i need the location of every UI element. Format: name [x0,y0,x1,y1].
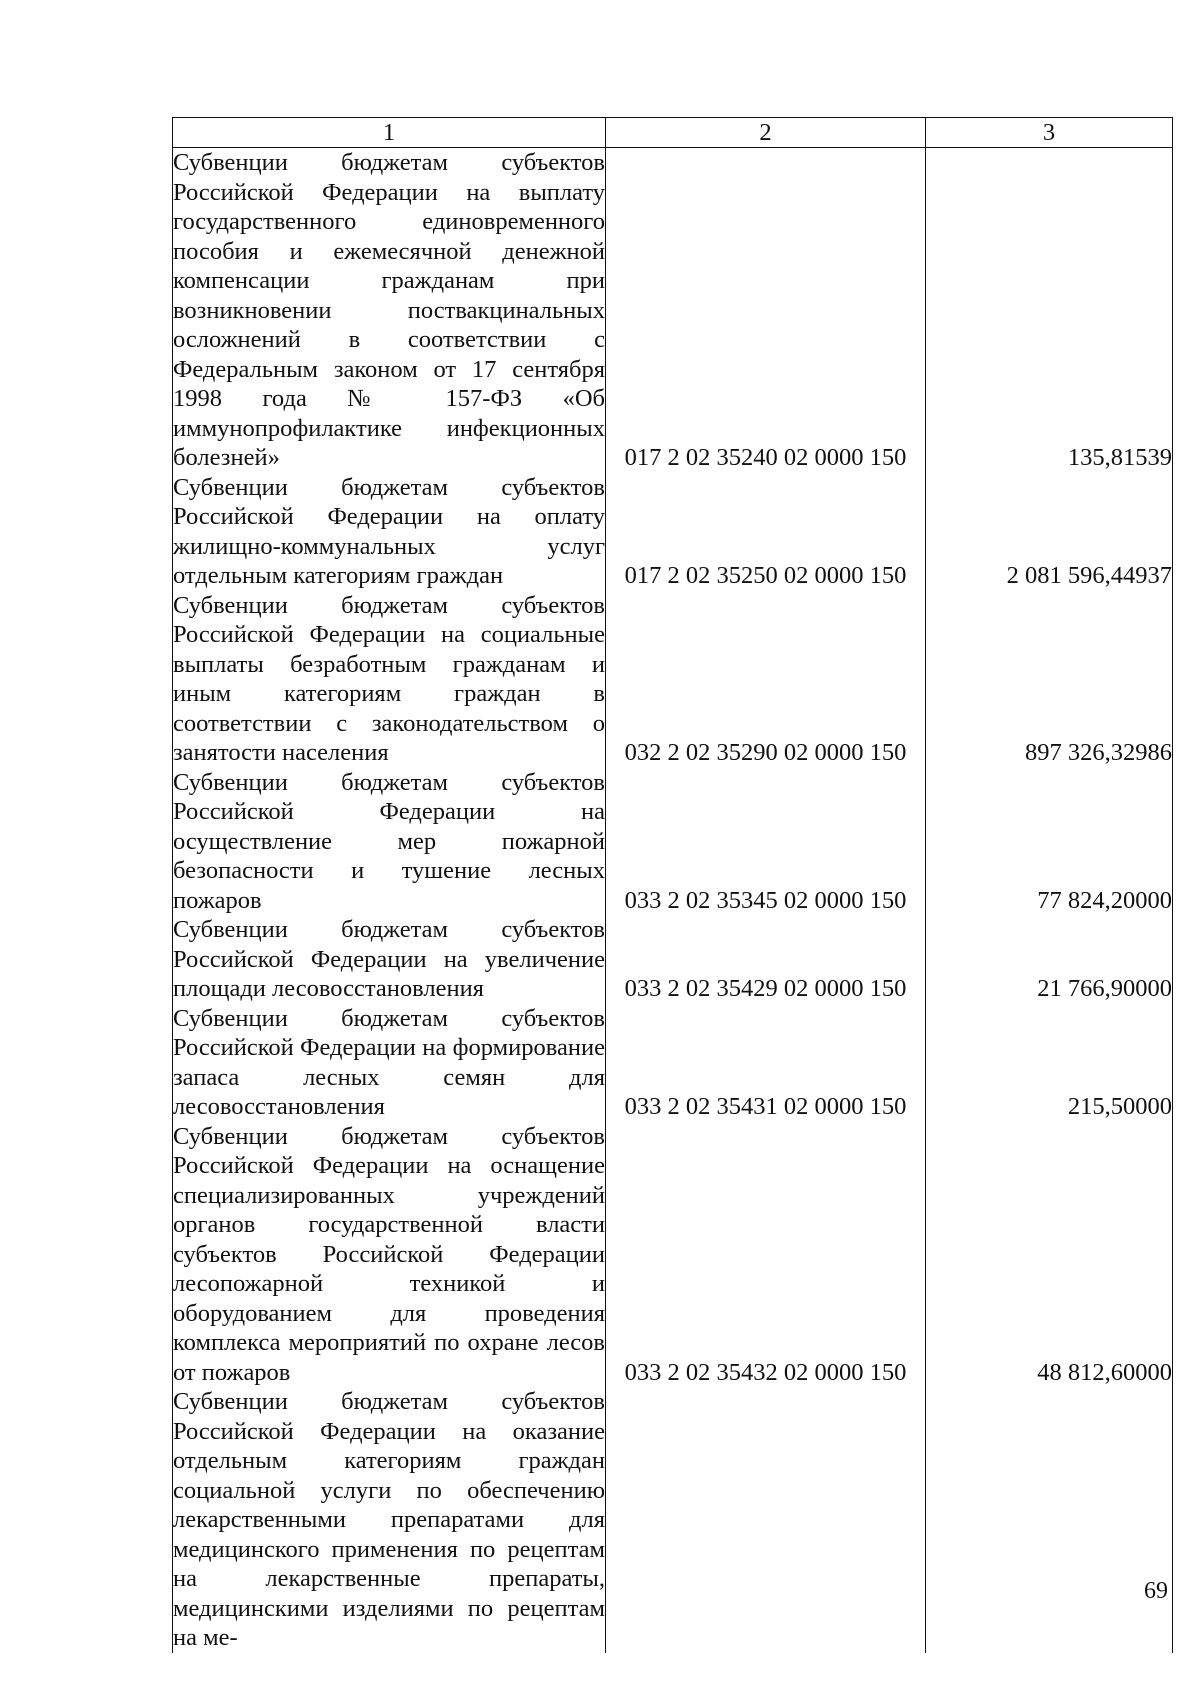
row-description: Субвенции бюджетам субъектов Российской Федерации на увеличение площади лесовосстановления [173,916,605,1002]
table-row [173,148,1173,473]
row-code: 017 2 02 35250 02 0000 150 [606,473,926,591]
column-header-1: 1 [173,118,606,148]
table-row [173,1004,1173,1122]
row-amount: 215,50000 [926,1004,1173,1122]
row-amount: 897 326,32986 [926,591,1173,768]
row-code: 033 2 02 35429 02 0000 150 [606,915,926,1004]
row-description: Субвенции бюджетам субъектов Российской Федерации на осуществление мер пожарной безопасности и тушение лесных пожаров [173,768,605,914]
column-header-3: 3 [926,118,1173,148]
header-row [173,118,1173,148]
row-amount: 77 824,20000 [926,768,1173,916]
table-row [173,1387,1173,1653]
row-code: 017 2 02 35240 02 0000 150 [606,148,926,473]
table-header [173,118,1173,148]
table-row [173,1122,1173,1388]
row-code: 033 2 02 35431 02 0000 150 [606,1004,926,1122]
row-amount: 21 766,90000 [926,915,1173,1004]
row-amount: 48 812,60000 [926,1122,1173,1388]
table-body [173,148,1173,1653]
row-description: Субвенции бюджетам субъектов Российской Федерации на оснащение специализированных учреждений органов государственной власти субъектов Российской Федерации лесопожарной техникой и оборудованием для проведения комплекса мероприятий по охране лесов от пожаров [173,1122,605,1386]
table-row [173,591,1173,768]
row-description: Субвенции бюджетам субъектов Российской Федерации на выплату государственного единовременного пособия и ежемесячной денежной компенсации гражданам при возникновении поствакцинальных осложнений в соответствии с Федеральным законом от 17 сентября 1998 года № 157-ФЗ «Об иммунопрофилактике инфекционных болезней» [173,149,605,471]
budget-table [172,117,1173,1653]
table-row [173,473,1173,591]
row-description: Субвенции бюджетам субъектов Российской Федерации на социальные выплаты безработным гражданам и иным категориям граждан в соответствии с законодательством о занятости населения [173,591,605,766]
row-code: 032 2 02 35290 02 0000 150 [606,591,926,768]
row-amount: 135,81539 [926,148,1173,473]
row-code: 033 2 02 35432 02 0000 150 [606,1122,926,1388]
row-code [606,1387,926,1653]
row-amount [926,1387,1173,1653]
row-description: Субвенции бюджетам субъектов Российской Федерации на формирование запаса лесных семян для лесовосстановления [173,1004,605,1120]
column-header-2: 2 [606,118,926,148]
page-number: 69 [1144,1578,1168,1604]
row-description: Субвенции бюджетам субъектов Российской Федерации на оплату жилищно-коммунальных услуг отдельным категориям граждан [173,473,605,589]
table-row [173,768,1173,916]
table-row [173,915,1173,1004]
row-code: 033 2 02 35345 02 0000 150 [606,768,926,916]
row-amount: 2 081 596,44937 [926,473,1173,591]
row-description: Субвенции бюджетам субъектов Российской Федерации на оказание отдельным категориям граждан социальной услуги по обеспечению лекарственными препаратами для медицинского применения по рецептам на лекарственные препараты, медицинскими изделиями по рецептам на ме- [173,1388,605,1651]
